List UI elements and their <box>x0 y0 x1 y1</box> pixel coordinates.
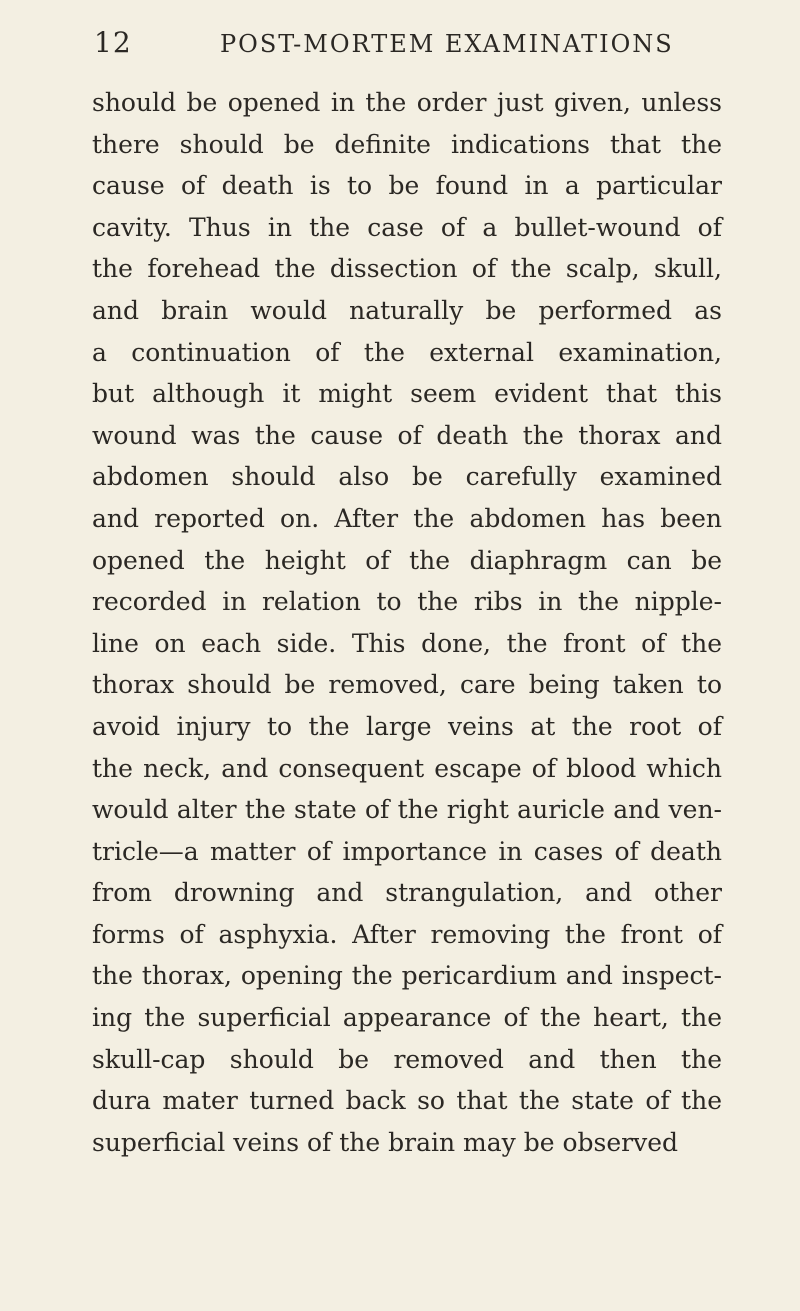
text-line: avoid injury to the large veins at the root of <box>92 711 722 741</box>
text-line: dura mater turned back so that the state of the <box>92 1086 722 1116</box>
running-head: POST-MORTEM EXAMINATIONS <box>220 30 674 58</box>
text-line: and reported on. After the abdomen has been <box>92 503 722 533</box>
text-line: and brain would naturally be performed as <box>92 295 722 325</box>
text-line: line on each side. This done, the front of the <box>92 628 722 658</box>
text-line: cause of death is to be found in a particular <box>92 171 722 201</box>
text-line: the neck, and consequent escape of blood which <box>92 753 722 783</box>
text-line: wound was the cause of death the thorax and <box>92 420 722 450</box>
text-line: abdomen should also be carefully examined <box>92 462 722 492</box>
text-line: thorax should be removed, care being taken to <box>92 670 722 700</box>
page-header <box>94 26 734 66</box>
text-line: recorded in relation to the ribs in the nipple- <box>92 587 722 617</box>
text-line: forms of asphyxia. After removing the front of <box>92 919 722 949</box>
text-line: a continuation of the external examination, <box>92 337 722 367</box>
text-line: cavity. Thus in the case of a bullet-wound of <box>92 212 722 242</box>
text-line: would alter the state of the right auricle and ven- <box>92 795 722 825</box>
text-line: should be opened in the order just given, unless <box>92 88 722 117</box>
text-line: tricle—a matter of importance in cases of death <box>92 836 722 866</box>
text-line: ing the superficial appearance of the heart, the <box>92 1003 722 1033</box>
text-line: opened the height of the diaphragm can be <box>92 545 722 575</box>
text-line: superficial veins of the brain may be observed <box>92 1127 679 1157</box>
page-number: 12 <box>94 26 132 59</box>
body-text <box>92 82 722 1163</box>
text-line: skull-cap should be removed and then the <box>92 1044 722 1074</box>
text-line: from drowning and strangulation, and other <box>92 878 722 908</box>
text-line: the forehead the dissection of the scalp, skull, <box>92 254 722 284</box>
text-line: but although it might seem evident that this <box>92 379 722 409</box>
text-line: there should be definite indications that the <box>92 129 722 159</box>
text-line: the thorax, opening the pericardium and inspect- <box>92 961 722 991</box>
